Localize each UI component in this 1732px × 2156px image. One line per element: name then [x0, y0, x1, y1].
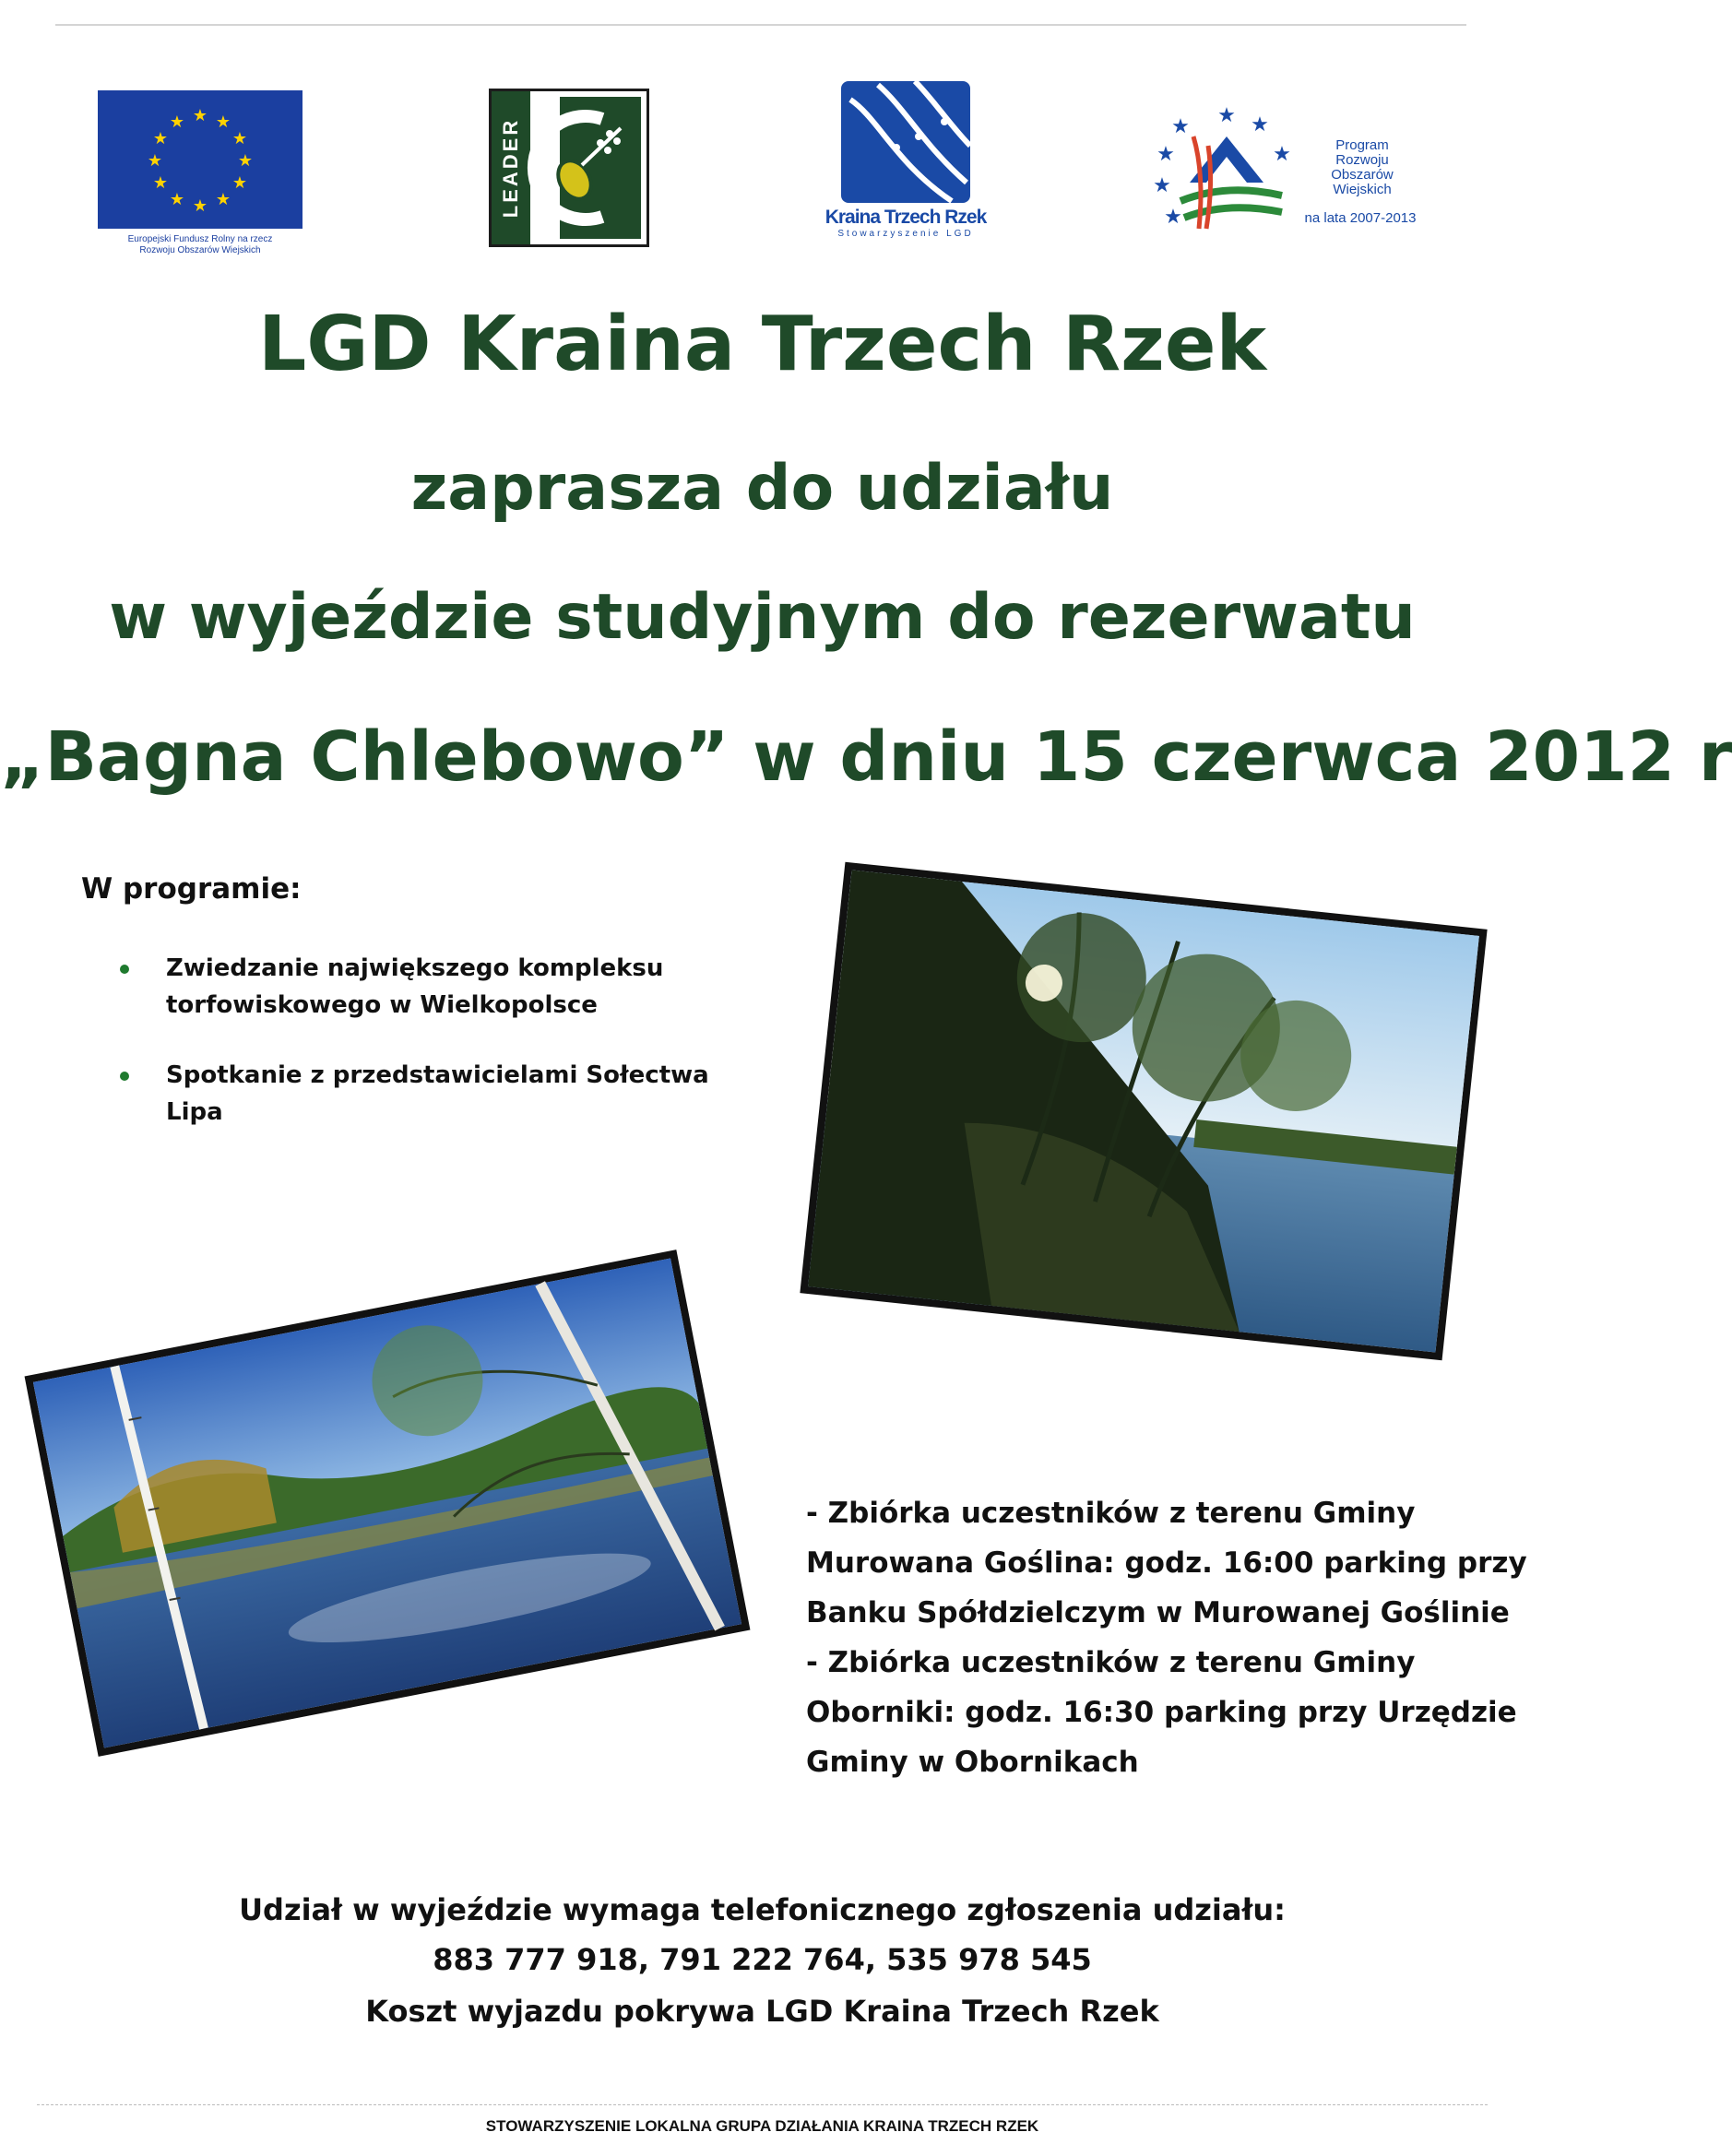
program-item: Zwiedzanie największego kompleksu torfowiskowego w Wielkopolsce [120, 950, 682, 1024]
svg-text:★: ★ [169, 113, 185, 132]
footer-organization: STOWARZYSZENIE LOKALNA GRUPA DZIAŁANIA KRAINA TRZECH RZEK [485, 2117, 1039, 2135]
prow-line-2: Rozwoju [1335, 152, 1389, 168]
headline-line-3: w wyjeździe studyjnym do rezerwatu [109, 581, 1416, 654]
prow-line-1: Program [1335, 137, 1389, 153]
svg-text:★: ★ [1217, 104, 1236, 127]
svg-text:★: ★ [231, 129, 248, 148]
footer-divider [37, 2104, 1488, 2105]
eu-caption-line-1: Europejski Fundusz Rolny na rzecz [127, 234, 273, 244]
ktr-sub-text: Stowarzyszenie LGD [837, 229, 974, 239]
svg-text:★: ★ [237, 151, 254, 171]
prow-logo [1153, 100, 1297, 240]
eu-flag-logo [98, 90, 303, 229]
eu-fund-caption [89, 234, 312, 256]
photo-reserve-trees [800, 862, 1487, 1361]
svg-text:★: ★ [152, 129, 169, 148]
meeting-line: - Zbiórka uczestników z terenu Gminy [806, 1497, 1416, 1530]
headline-line-2: zaprasza do udziału [410, 452, 1114, 525]
meeting-line: - Zbiórka uczestników z terenu Gminy [806, 1646, 1416, 1679]
leader-label-wrap [495, 97, 527, 239]
prow-title [1302, 138, 1422, 197]
svg-text:★: ★ [1251, 113, 1269, 136]
cost-note: Koszt wyjazdu pokrywa LGD Kraina Trzech Rzek [365, 1994, 1159, 2029]
svg-text:★: ★ [1153, 174, 1171, 197]
svg-text:★: ★ [215, 113, 231, 132]
prow-years: na lata 2007-2013 [1304, 210, 1417, 226]
svg-text:★: ★ [1171, 115, 1190, 138]
kraina-trzech-rzek-logo [841, 81, 970, 203]
headline-line-1: LGD Kraina Trzech Rzek [257, 301, 1267, 388]
phone-numbers: 883 777 918, 791 222 764, 535 978 545 [433, 1942, 1092, 1977]
photo-reserve-lake [25, 1250, 751, 1757]
photo-reserve-lake-image [33, 1259, 741, 1748]
leader-logo [489, 89, 649, 247]
leader-label: LEADER [499, 117, 523, 219]
scan-top-line [55, 24, 1466, 26]
photo-reserve-trees-image [808, 870, 1479, 1352]
meeting-line: Murowana Goślina: godz. 16:00 parking przy [806, 1546, 1527, 1580]
headline-line-4: „Bagna Chlebowo” w dniu 15 czerwca 2012 r [0, 717, 1732, 797]
eu-caption-line-2: Rozwoju Obszarów Wiejskich [139, 245, 261, 255]
program-item: Spotkanie z przedstawicielami Sołectwa Lipa [120, 1057, 765, 1131]
svg-text:★: ★ [152, 173, 169, 193]
svg-text:★: ★ [147, 151, 163, 171]
svg-text:★: ★ [1157, 143, 1175, 166]
svg-text:★: ★ [192, 196, 208, 216]
registration-note: Udział w wyjeździe wymaga telefonicznego zgłoszenia udziału: [239, 1892, 1286, 1927]
meeting-line: Banku Spółdzielczym w Murowanej Goślinie [806, 1596, 1510, 1629]
program-heading: W programie: [81, 872, 302, 906]
prow-line-4: Wiejskich [1333, 182, 1392, 197]
svg-text:★: ★ [215, 190, 231, 209]
prow-line-3: Obszarów [1331, 167, 1394, 183]
meeting-line: Gminy w Obornikach [806, 1746, 1139, 1779]
svg-text:★: ★ [169, 190, 185, 209]
meeting-line: Oborniki: godz. 16:30 parking przy Urzędzie [806, 1696, 1517, 1729]
ktr-name-text: Kraina Trzech Rzek [824, 207, 987, 228]
meeting-info [806, 1488, 1527, 1787]
svg-text:★: ★ [192, 106, 208, 125]
rivers-icon [841, 81, 970, 203]
svg-text:★: ★ [1273, 143, 1291, 166]
prow-emblem-icon [1153, 100, 1297, 240]
program-list [120, 950, 765, 1164]
eu-stars-icon [98, 90, 303, 229]
svg-text:★: ★ [231, 173, 248, 193]
svg-text:★: ★ [1164, 206, 1182, 229]
